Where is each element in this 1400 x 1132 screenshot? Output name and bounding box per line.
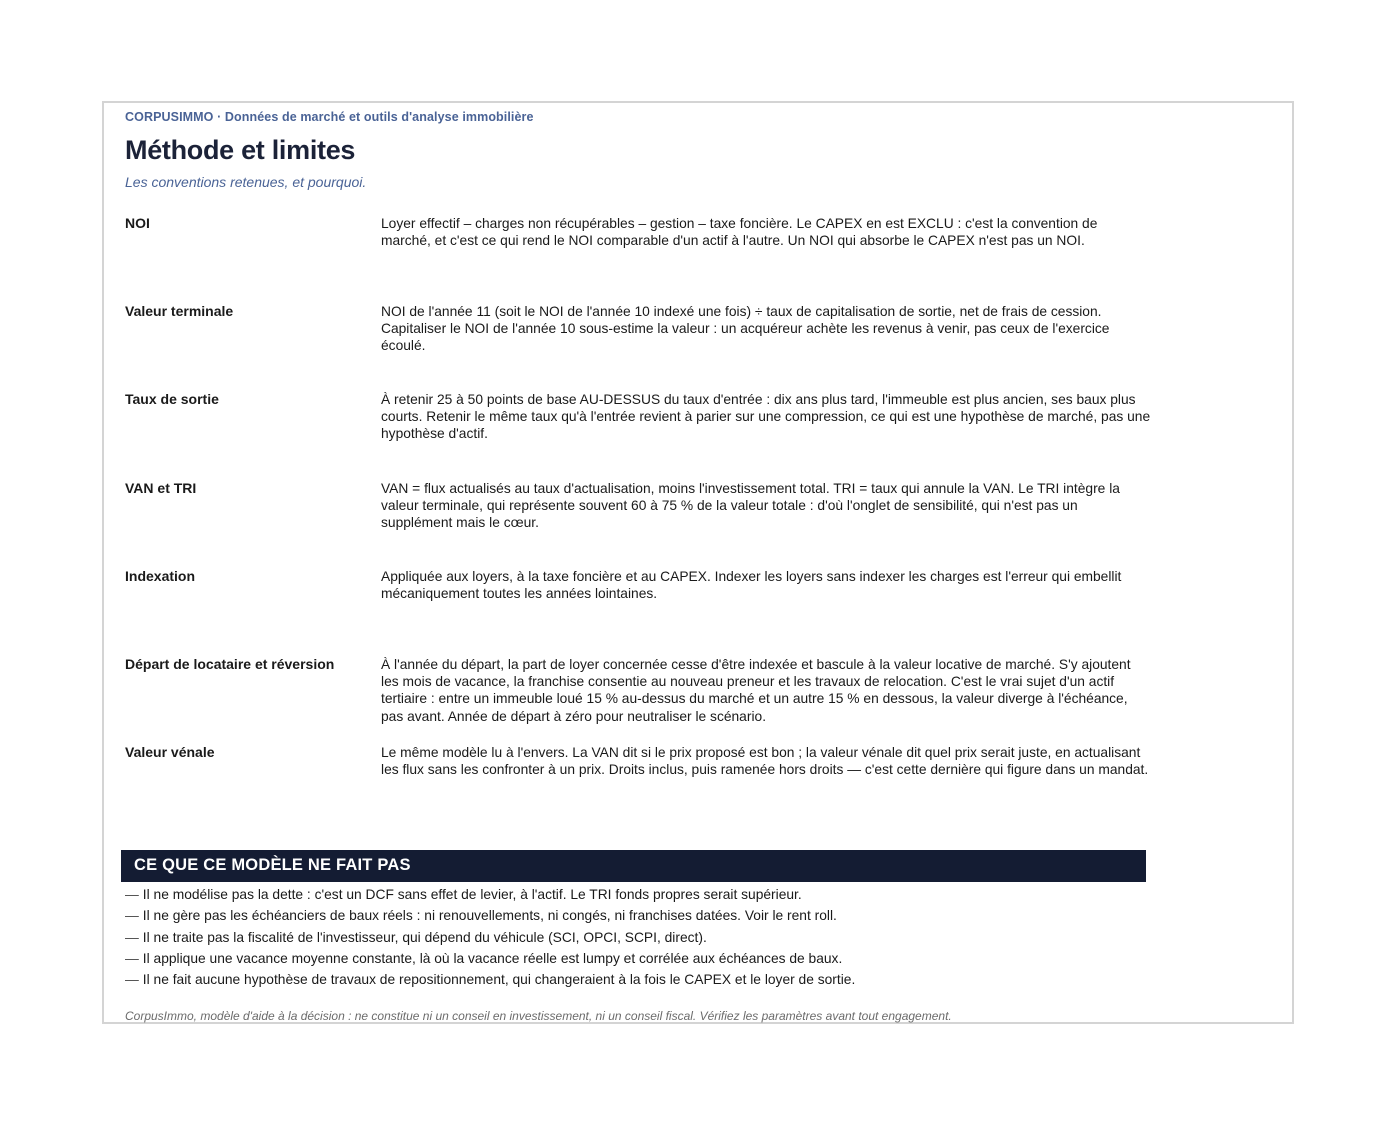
list-item-text: Il ne gère pas les échéanciers de baux réels : ni renouvellements, ni congés, ni franchises datées. Voir le rent roll. bbox=[142, 908, 837, 924]
footer-disclaimer: CorpusImmo, modèle d'aide à la décision : ne constitue ni un conseil en investissement, ni un conseil fiscal. Vérifiez les paramètres avant tout engagement. bbox=[125, 1009, 952, 1023]
list-item bbox=[125, 927, 855, 948]
definition-term: VAN et TRI bbox=[125, 480, 197, 496]
list-item-text: Il ne modélise pas la dette : c'est un DCF sans effet de levier, à l'actif. Le TRI fonds propres serait supérieur. bbox=[142, 887, 802, 902]
limits-list bbox=[125, 884, 855, 990]
dash-bullet: — bbox=[125, 950, 139, 966]
definition-text: À l'année du départ, la part de loyer concernée cesse d'être indexée et bascule à la valeur locative de marché. S'y ajoutent les mois de vacance, la franchise consentie au nouveau preneur et les travaux de relocation. C'est le vrai sujet d'un actif tertiaire : entre un immeuble loué 15 % au-dessus du marché et un autre 15 % en dessous, la valeur diverge à l'échéance, pas avant. Année de départ à zéro pour neutraliser le scénario. bbox=[381, 657, 1131, 724]
limits-heading-banner: CE QUE CE MODÈLE NE FAIT PAS bbox=[121, 850, 1146, 882]
list-item-text: Il ne fait aucune hypothèse de travaux de repositionnement, qui changeraient à la fois le CAPEX et le loyer de sortie. bbox=[142, 972, 856, 988]
list-item-text: Il applique une vacance moyenne constante, là où la vacance réelle est lumpy et corrélée aux échéances de baux. bbox=[142, 950, 843, 966]
definition-term: NOI bbox=[125, 215, 150, 231]
definition-text: VAN = flux actualisés au taux d'actualisation, moins l'investissement total. TRI = taux qui annule la VAN. Le TRI intègre la valeur terminale, qui représente souvent 60 à 75 % de la valeur totale : d'où l'onglet de sensibilité, qui n'est pas un supplément mais le cœur. bbox=[381, 481, 1120, 531]
page-title: Méthode et limites bbox=[125, 135, 356, 165]
brand-line: CORPUSIMMO · Données de marché et outils d'analyse immobilière bbox=[125, 110, 534, 124]
list-item-text: Il ne traite pas la fiscalité de l'investisseur, qui dépend du véhicule (SCI, OPCI, SCPI, direct). bbox=[142, 929, 707, 945]
method-sheet bbox=[102, 101, 1294, 1024]
definition-term: Indexation bbox=[125, 568, 196, 584]
definition-text: Loyer effectif – charges non récupérables – gestion – taxe foncière. Le CAPEX en est EXCLU : c'est la convention de marché, et c'est ce qui rend le NOI comparable d'un actif à l'autre. Un NOI qui absorbe le CAPEX n'est pas un NOI. bbox=[381, 216, 1098, 249]
definition-text: Le même modèle lu à l'envers. La VAN dit si le prix proposé est bon ; la valeur vénale dit quel prix serait juste, en actualisant les flux sans les confronter à un prix. Droits inclus, puis ramenée hors droits — c'est cette dernière qui figure dans un mandat. bbox=[381, 745, 1149, 778]
definition-term: Départ de locataire et réversion bbox=[125, 656, 335, 672]
definition-term: Valeur vénale bbox=[125, 744, 215, 760]
definition-text: NOI de l'année 11 (soit le NOI de l'année 10 indexé une fois) ÷ taux de capitalisation de sortie, net de frais de cession. Capitaliser le NOI de l'année 10 sous-estime la valeur : un acquéreur achète les revenus à venir, pas ceux de l'exercice écoulé. bbox=[381, 304, 1110, 354]
page-subtitle: Les conventions retenues, et pourquoi. bbox=[125, 174, 367, 190]
list-item bbox=[125, 905, 855, 926]
dash-bullet: — bbox=[125, 887, 139, 902]
list-item bbox=[125, 969, 855, 990]
definition-term: Taux de sortie bbox=[125, 391, 219, 407]
dash-bullet: — bbox=[125, 929, 139, 945]
definition-text: Appliquée aux loyers, à la taxe foncière et au CAPEX. Indexer les loyers sans indexer les charges est l'erreur qui embellit mécaniquement toutes les années lointaines. bbox=[381, 569, 1122, 602]
list-item bbox=[125, 948, 855, 969]
definition-text: À retenir 25 à 50 points de base AU-DESSUS du taux d'entrée : dix ans plus tard, l'immeuble est plus ancien, ses baux plus courts. Retenir le même taux qu'à l'entrée revient à parier sur une compression, ce qui est une hypothèse de marché, pas une hypothèse d'actif. bbox=[381, 392, 1151, 442]
list-item bbox=[125, 884, 855, 905]
dash-bullet: — bbox=[125, 908, 139, 924]
definition-term: Valeur terminale bbox=[125, 303, 234, 319]
dash-bullet: — bbox=[125, 972, 139, 988]
